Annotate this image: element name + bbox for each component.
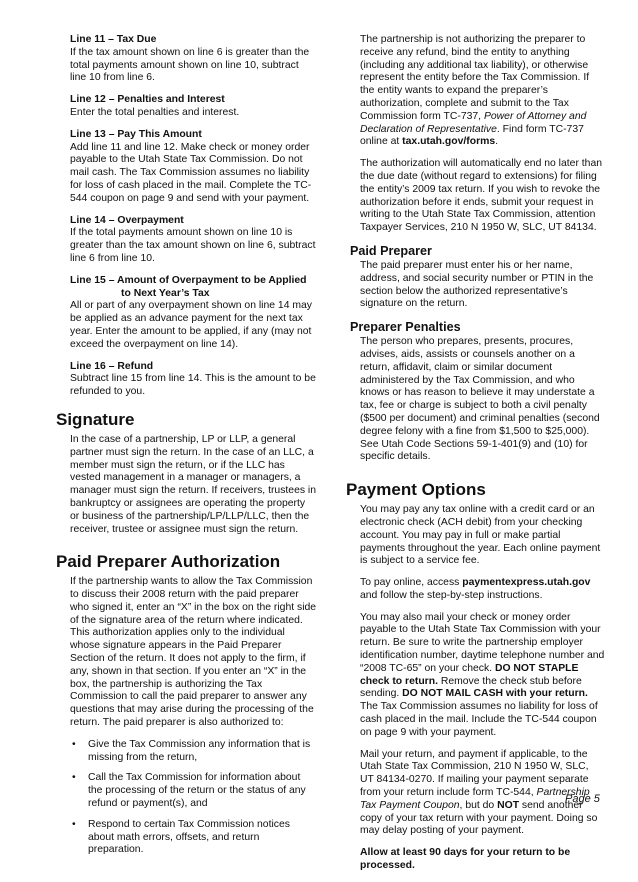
authorization-item: • Give the Tax Commission any information that is missing from the return, bbox=[72, 738, 311, 763]
line-14-heading: Line 14 – Overpayment bbox=[70, 214, 184, 226]
authorization-item: • Call the Tax Commission for information about the processing of the return or the status of any refund or payment(s), and bbox=[72, 772, 306, 810]
line-15-text: All or part of any overpayment shown on line 14 may be applied as an advance payment for the next tax year. Enter the amount to be applied, if any (may not exceed the overpayment on line 14). bbox=[70, 300, 312, 350]
line-11-heading: Line 11 – Tax Due bbox=[70, 34, 157, 45]
paid-preparer-authorization-heading: Paid Preparer Authorization bbox=[56, 552, 281, 572]
signature-heading: Signature bbox=[56, 409, 135, 429]
line-12-text: Enter the total penalties and interest. bbox=[70, 106, 240, 118]
authorization-end-text: The authorization will automatically end no later than the due date (without regard to extensions) for filing the entity’s 2009 tax return. If you wish to revoke the authorization before it ends, submit your request in writing to the Utah State Tax Commission, attention Taxpayer Services, 210 N 1950 W, SLC, UT 84134. bbox=[360, 158, 603, 234]
line-15-heading: Line 15 – Amount of Overpayment to be Applied bbox=[70, 274, 307, 286]
authorization-list bbox=[70, 739, 317, 857]
signature-text: In the case of a partnership, LP or LLP, a general partner must sign the return. In the case of an LLC, a member must sign the return, or if the LLC has vested management in a manager or managers, a manager must sign the return. If receivers, trustees in bankruptcy or assignees are operating the property or business of the partnership/LP/LLP/LLC, then the receiver, trustee or assignee must sign the return. bbox=[70, 433, 317, 535]
payment-options-heading: Payment Options bbox=[346, 480, 486, 500]
line-16-heading: Line 16 – Refund bbox=[70, 360, 154, 372]
bullet-icon: • bbox=[72, 818, 76, 830]
payment-online-text: You may pay any tax online with a credit card or an electronic check (ACH debit) from your checking account. You may pay in full or make partial payments throughout the year. Each online payment is subject to a service fee. bbox=[360, 504, 601, 567]
line-14-text: If the total payments amount shown on line 10 is greater than the tax amount shown on line 6, subtract line 6 from line 10. bbox=[70, 227, 316, 264]
payment-mail-text: You may also mail your check or money order payable to the Utah State Tax Commission with your return. Be sure to write the partnership employer identification number, daytime telephone number and “2008 TC-65” on your check. DO NOT STAPLE check to return. Remove the check stub before sending. DO NOT MAIL CASH with your return. The Tax Commission assumes no liability for loss of cash placed in the mail. Include the TC-544 coupon on page 9 with your payment. bbox=[360, 611, 605, 738]
right-column bbox=[346, 34, 605, 882]
line-13-heading: Line 13 – Pay This Amount bbox=[70, 128, 202, 140]
paid-preparer-heading: Paid Preparer bbox=[350, 243, 432, 258]
payment-express-url: paymentexpress.utah.gov bbox=[462, 577, 591, 589]
left-column bbox=[56, 34, 317, 865]
bullet-icon: • bbox=[72, 772, 76, 784]
forms-url: tax.utah.gov/forms bbox=[402, 136, 496, 148]
payment-url-text: To pay online, access paymentexpress.utah.gov and follow the step-by-step instructions. bbox=[360, 577, 591, 601]
preparer-penalties-heading: Preparer Penalties bbox=[350, 320, 461, 335]
authorization-item: • Respond to certain Tax Commission notices about math errors, offsets, and return preparation. bbox=[72, 818, 290, 856]
paid-preparer-text: The paid preparer must enter his or her name, address, and social security number or PTIN in the section below the authorized representative’s signature on the return. bbox=[360, 259, 594, 310]
bullet-icon: • bbox=[72, 738, 76, 750]
processing-time-note: Allow at least 90 days for your return to be processed. bbox=[360, 847, 571, 872]
preparer-penalties-text: The person who prepares, presents, procures, advises, aids, assists or counsels another on a return, affidavit, claim or similar document administered by the Tax Commission, and who knows or has reason to believe it may understate a tax, fee or charge is subject to both a civil penalty ($500 per document) and criminal penalties (second degree felony with a fine from $1,500 to $25,000). See Utah Code Sections 59-1-401(9) and (10) for specific details. bbox=[360, 336, 600, 463]
line-12-heading: Line 12 – Penalties and Interest bbox=[70, 94, 225, 106]
form-tc737-title: Power of Attorney and Declaration of Representative bbox=[360, 110, 587, 135]
page-number: Page 5 bbox=[565, 793, 600, 805]
paid-preparer-authorization-text: If the partnership wants to allow the Tax Commission to discuss their 2008 return with the paid preparer who signed it, enter an “X” in the box on the right side of the signature area of the return where indicated. This authorization applies only to the individual whose signature appears in the Paid Preparer Section of the return. It does not apply to the firm, if any, shown in that section. If you enter an “X” in the box, the partnership is authorizing the Tax Commission to call the paid preparer to answer any questions that may arise during the processing of the return. The paid preparer is also authorized to: bbox=[70, 576, 317, 729]
line-16-text: Subtract line 15 from line 14. This is the amount to be refunded to you. bbox=[70, 373, 316, 398]
line-11-text: If the tax amount shown on line 6 is greater than the total payments amount shown on line 10, subtract line 10 from line 6. bbox=[70, 46, 310, 84]
authorization-continued-text: The partnership is not authorizing the preparer to receive any refund, bind the entity to anything (including any additional tax liability), or otherwise represent the entity before the Tax Commission. If the entity wants to expand the preparer’s authorization, complete and submit to the Tax Commission form TC-737, Power of Attorney and Declaration of Representative. Find form TC-737 online at tax.utah.gov/forms. bbox=[360, 34, 590, 148]
payment-address-text: Mail your return, and payment if applicable, to the Utah State Tax Commission, 210 N 1950 W, SLC, UT 84134-0270. If mailing your payment separate from your return include form TC-544, Partnership Tax Payment Coupon, but do NOT send another copy of your tax return with your payment. Doing so may delay posting of your payment. bbox=[360, 748, 598, 837]
line-15-heading-cont: to Next Year’s Tax bbox=[121, 287, 210, 299]
line-13-text: Add line 11 and line 12. Make check or money order payable to the Utah State Tax Commission. Do not mail cash. The Tax Commission assumes no liability for loss of cash placed in the mail. Complete the TC-544 coupon on page 9 and send with your payment. bbox=[70, 141, 312, 204]
